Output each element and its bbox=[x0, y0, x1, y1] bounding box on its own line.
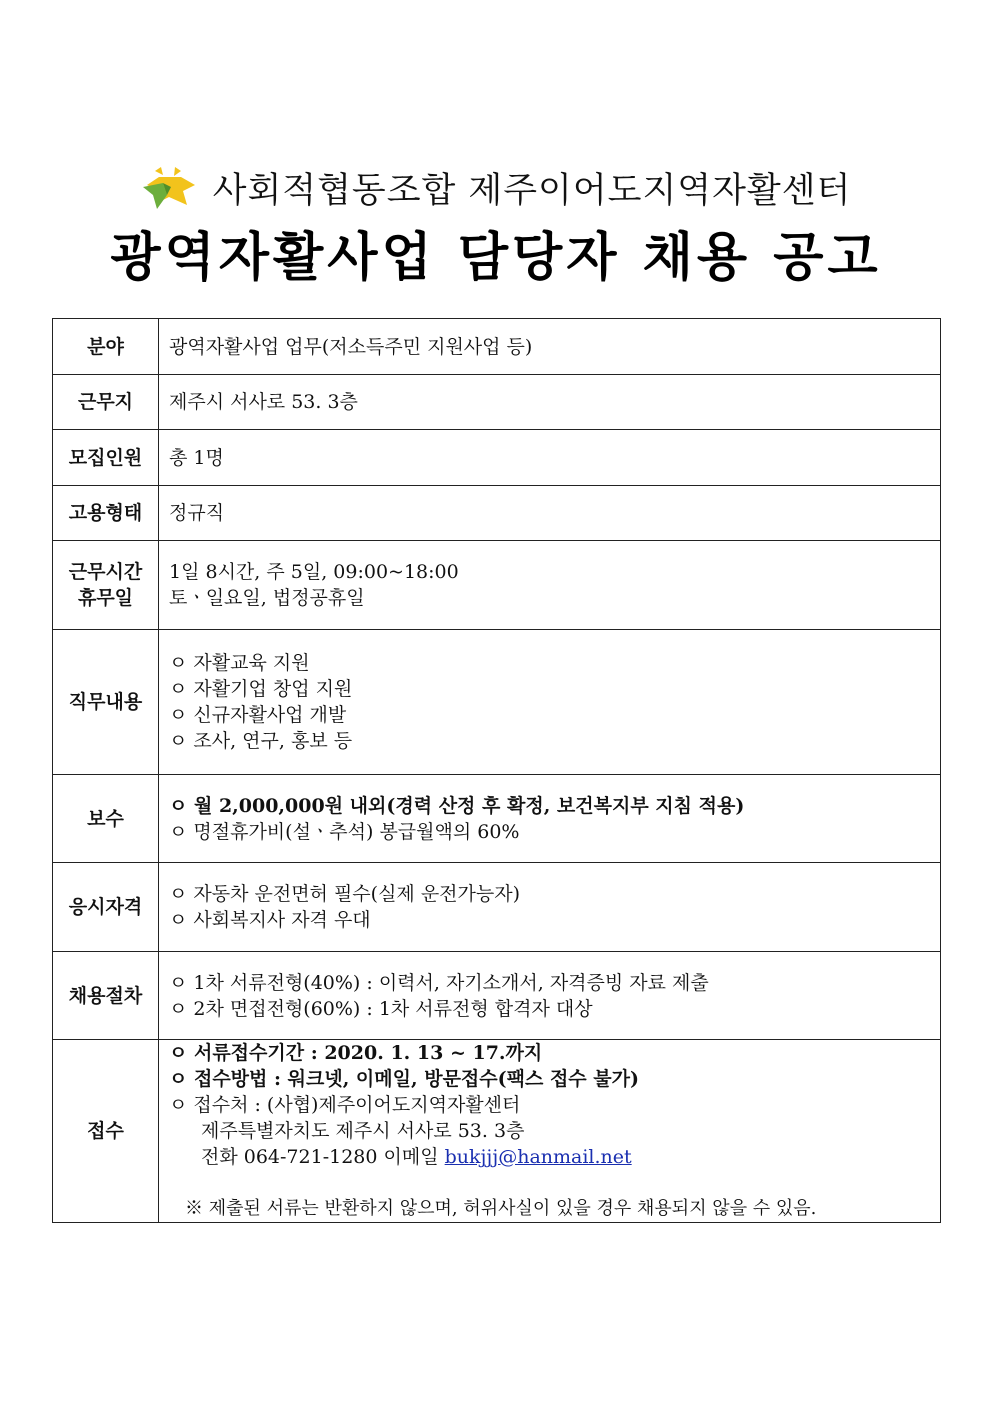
row-value-salary bbox=[159, 775, 941, 863]
application-address: 제주특별자치도 제주시 서사로 53. 3층 bbox=[201, 1120, 525, 1142]
row-label-workplace: 근무지 bbox=[53, 375, 159, 430]
row-value-employment: 정규직 bbox=[159, 486, 941, 541]
application-contact bbox=[169, 1144, 940, 1170]
days-off-text: 토ㆍ일요일, 법정공휴일 bbox=[169, 587, 365, 609]
application-place: ㅇ 접수처 : (사협)제주이어도지역자활센터 bbox=[169, 1094, 521, 1116]
row-value-field: 광역자활사업 업무(저소득주민 지원사업 등) bbox=[159, 319, 941, 375]
list-item: ㅇ 1차 서류전형(40%) : 이력서, 자기소개서, 자격증빙 자료 제출 bbox=[169, 971, 709, 994]
label-days-off: 휴무일 bbox=[77, 587, 134, 609]
row-label-qualification: 응시자격 bbox=[53, 863, 159, 952]
row-value-headcount: 총 1명 bbox=[159, 430, 941, 486]
row-value-duties bbox=[159, 630, 941, 775]
row-value-workplace: 제주시 서사로 53. 3층 bbox=[159, 375, 941, 430]
application-method: ㅇ 접수방법 : 워크넷, 이메일, 방문접수(팩스 접수 불가) bbox=[169, 1068, 639, 1090]
row-label-headcount: 모집인원 bbox=[53, 430, 159, 486]
row-label-salary: 보수 bbox=[53, 775, 159, 863]
list-item: ㅇ 사회복지사 자격 우대 bbox=[169, 909, 371, 931]
row-label-procedure: 채용절차 bbox=[53, 952, 159, 1040]
disclaimer-note: ※ 제출된 서류는 반환하지 않으며, 허위사실이 있을 경우 채용되지 않을 수 있음. bbox=[185, 1198, 817, 1219]
row-label-application: 접수 bbox=[53, 1040, 159, 1223]
row-value-application bbox=[159, 1040, 941, 1223]
work-hours-text: 1일 8시간, 주 5일, 09:00~18:00 bbox=[169, 561, 459, 583]
label-work-hours: 근무시간 bbox=[68, 561, 143, 583]
table-row-employment bbox=[53, 486, 941, 541]
phone-text: 전화 064-721-1280 이메일 bbox=[201, 1146, 445, 1168]
row-label-hours bbox=[53, 541, 159, 630]
row-label-employment: 고용형태 bbox=[53, 486, 159, 541]
leaf-sprout-icon bbox=[141, 165, 199, 211]
table-row-hours bbox=[53, 541, 941, 630]
table-row-workplace bbox=[53, 375, 941, 430]
salary-amount: ㅇ 월 2,000,000원 내외(경력 산정 후 확정, 보건복지부 지침 적용) bbox=[169, 794, 745, 817]
job-posting-table bbox=[52, 318, 941, 1223]
table-row-field bbox=[53, 319, 941, 375]
table-row-qualification bbox=[53, 863, 941, 952]
row-value-qualification bbox=[159, 863, 941, 952]
table-row-procedure bbox=[53, 952, 941, 1040]
list-item: ㅇ 신규자활사업 개발 bbox=[169, 704, 347, 726]
row-label-field: 분야 bbox=[53, 319, 159, 375]
list-item: ㅇ 조사, 연구, 홍보 등 bbox=[169, 730, 353, 752]
list-item: ㅇ 자활교육 지원 bbox=[169, 652, 310, 674]
table-row-application bbox=[53, 1040, 941, 1223]
row-value-hours bbox=[159, 541, 941, 630]
page-title: 광역자활사업 담당자 채용 공고 bbox=[110, 228, 882, 288]
email-link[interactable]: bukjjj@hanmail.net bbox=[444, 1146, 632, 1168]
list-item: ㅇ 자활기업 창업 지원 bbox=[169, 678, 353, 700]
row-label-duties: 직무내용 bbox=[53, 630, 159, 775]
table-row-duties bbox=[53, 630, 941, 775]
list-item: ㅇ 2차 면접전형(60%) : 1차 서류전형 합격자 대상 bbox=[169, 997, 593, 1020]
row-value-procedure bbox=[159, 952, 941, 1040]
application-period: ㅇ 서류접수기간 : 2020. 1. 13 ~ 17.까지 bbox=[169, 1042, 543, 1064]
organization-header bbox=[0, 160, 992, 216]
list-item: ㅇ 자동차 운전면허 필수(실제 운전가능자) bbox=[169, 883, 521, 905]
table-row-salary bbox=[53, 775, 941, 863]
holiday-bonus: ㅇ 명절휴가비(설ㆍ추석) 봉급월액의 60% bbox=[169, 820, 520, 843]
organization-name: 사회적협동조합 제주이어도지역자활센터 bbox=[212, 171, 852, 211]
table-row-headcount bbox=[53, 430, 941, 486]
